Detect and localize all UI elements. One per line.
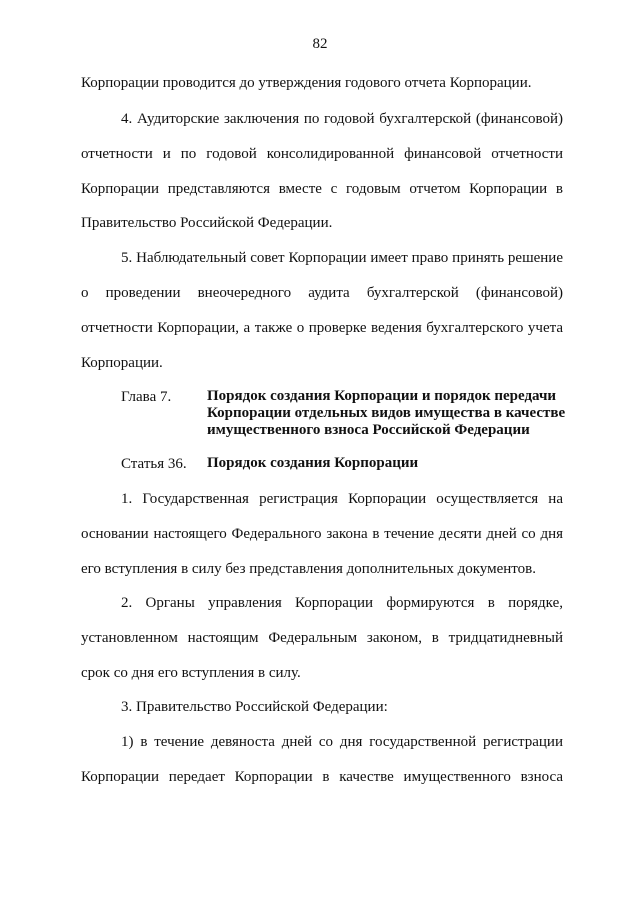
chapter-title xyxy=(207,388,567,439)
text-line: отчетности и по годовой консолидированной финансовой отчетности xyxy=(81,146,563,162)
text-line: основании настоящего Федерального закона в течение десяти дней со дня xyxy=(81,526,563,542)
chapter-title-line: Корпорации отдельных видов имущества в качестве xyxy=(207,405,566,421)
text-line: Корпорации. xyxy=(81,355,163,371)
text-line: срок со дня его вступления в силу. xyxy=(81,665,301,681)
text-line: Правительство Российской Федерации. xyxy=(81,215,333,231)
text-line: 4. Аудиторские заключения по годовой бухгалтерской (финансовой) xyxy=(121,111,563,127)
text-line: о проведении внеочередного аудита бухгалтерской (финансовой) xyxy=(81,285,563,301)
chapter-title-line: имущественного взноса Российской Федерации xyxy=(207,422,530,438)
text-line: Корпорации проводится до утверждения годового отчета Корпорации. xyxy=(81,75,532,91)
text-line: Корпорации передает Корпорации в качестве имущественного взноса xyxy=(81,769,563,785)
article-label: Статья 36. xyxy=(121,456,187,472)
text-line: его вступления в силу без представления дополнительных документов. xyxy=(81,561,536,577)
page-number: 82 xyxy=(312,36,328,52)
text-line: 1) в течение девяноста дней со дня государственной регистрации xyxy=(121,734,563,750)
chapter-label: Глава 7. xyxy=(121,389,172,405)
text-line: установленном настоящим Федеральным законом, в тридцатидневный xyxy=(81,630,563,646)
chapter-title-line: Порядок создания Корпорации и порядок передачи xyxy=(207,388,557,404)
text-line: Корпорации представляются вместе с годовым отчетом Корпорации в xyxy=(81,181,563,197)
text-line: 5. Наблюдательный совет Корпорации имеет право принять решение xyxy=(121,250,563,266)
text-line: 2. Органы управления Корпорации формируются в порядке, xyxy=(121,595,563,611)
text-line: 1. Государственная регистрация Корпорации осуществляется на xyxy=(121,491,563,507)
article-title: Порядок создания Корпорации xyxy=(207,455,419,471)
text-line: отчетности Корпорации, а также о проверке ведения бухгалтерского учета xyxy=(81,320,563,336)
text-line: 3. Правительство Российской Федерации: xyxy=(121,699,388,715)
